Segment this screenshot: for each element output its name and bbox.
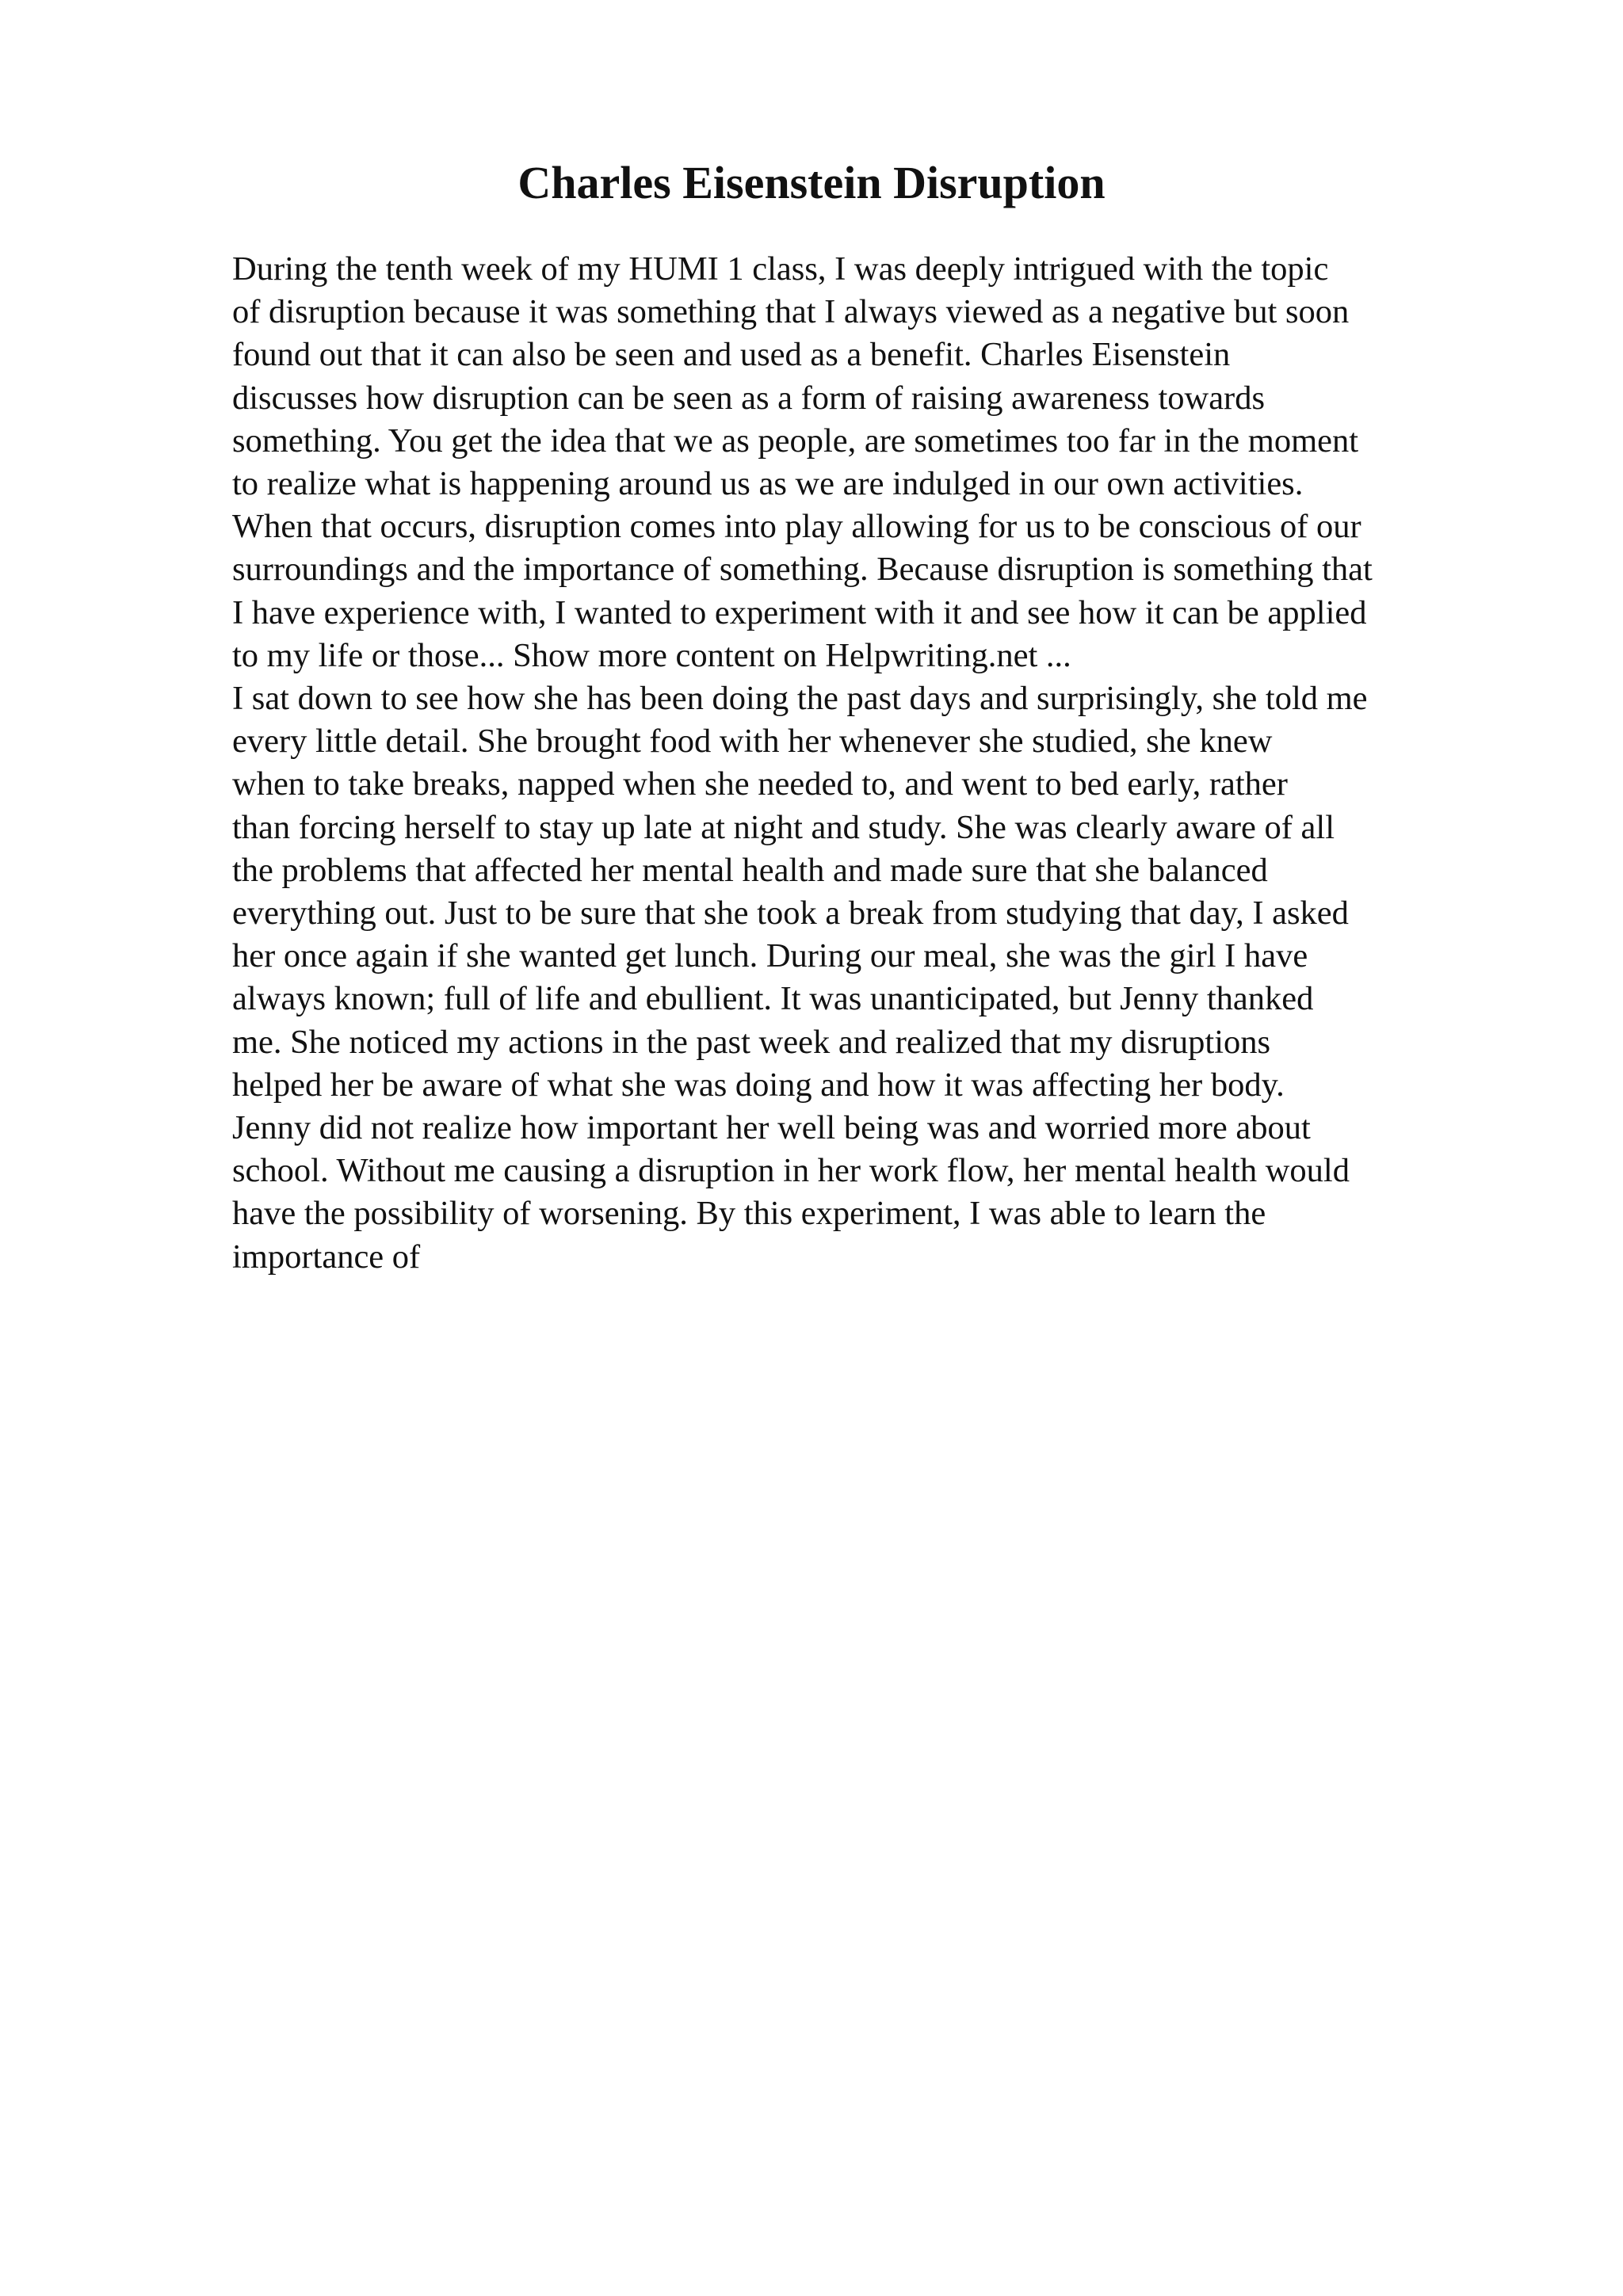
text-line: Jenny did not realize how important her well being was and worried more about	[232, 1109, 1311, 1147]
text-line: importance of	[232, 1238, 421, 1276]
text-line: to my life or those... Show more content on Helpwriting.net ...	[232, 636, 1071, 674]
text-line: everything out. Just to be sure that she took a break from studying that day, I asked	[232, 894, 1349, 933]
text-line: of disruption because it was something that I always viewed as a negative but soon	[232, 293, 1350, 331]
text-line: helped her be aware of what she was doing and how it was affecting her body.	[232, 1066, 1285, 1104]
document-title: Charles Eisenstein Disruption	[517, 157, 1106, 208]
document-body	[232, 248, 1500, 1279]
text-line: her once again if she wanted get lunch. During our meal, she was the girl I have	[232, 937, 1308, 975]
text-line: During the tenth week of my HUMI 1 class, I was deeply intrigued with the topic	[232, 250, 1329, 288]
text-line: surroundings and the importance of something. Because disruption is something that	[232, 551, 1373, 589]
text-line: always known; full of life and ebullient. It was unanticipated, but Jenny thanked	[232, 980, 1314, 1018]
text-line: to realize what is happening around us as we are indulged in our own activities.	[232, 465, 1304, 503]
text-line: found out that it can also be seen and used as a benefit. Charles Eisenstein	[232, 336, 1231, 374]
text-line: when to take breaks, napped when she needed to, and went to bed early, rather	[232, 765, 1288, 803]
text-line: discusses how disruption can be seen as a form of raising awareness towards	[232, 379, 1265, 417]
text-line: the problems that affected her mental health and made sure that she balanced	[232, 851, 1268, 889]
text-line: school. Without me causing a disruption in her work flow, her mental health would	[232, 1152, 1350, 1190]
text-line: I sat down to see how she has been doing the past days and surprisingly, she told me	[232, 680, 1368, 718]
text-line: every little detail. She brought food with her whenever she studied, she knew	[232, 723, 1273, 761]
text-line: have the possibility of worsening. By this experiment, I was able to learn the	[232, 1195, 1266, 1233]
text-line: than forcing herself to stay up late at night and study. She was clearly aware of all	[232, 808, 1335, 846]
text-line: When that occurs, disruption comes into play allowing for us to be conscious of our	[232, 508, 1361, 546]
text-line: I have experience with, I wanted to experiment with it and see how it can be applied	[232, 593, 1367, 631]
text-line: me. She noticed my actions in the past week and realized that my disruptions	[232, 1023, 1271, 1061]
text-line: something. You get the idea that we as people, are sometimes too far in the moment	[232, 421, 1359, 460]
